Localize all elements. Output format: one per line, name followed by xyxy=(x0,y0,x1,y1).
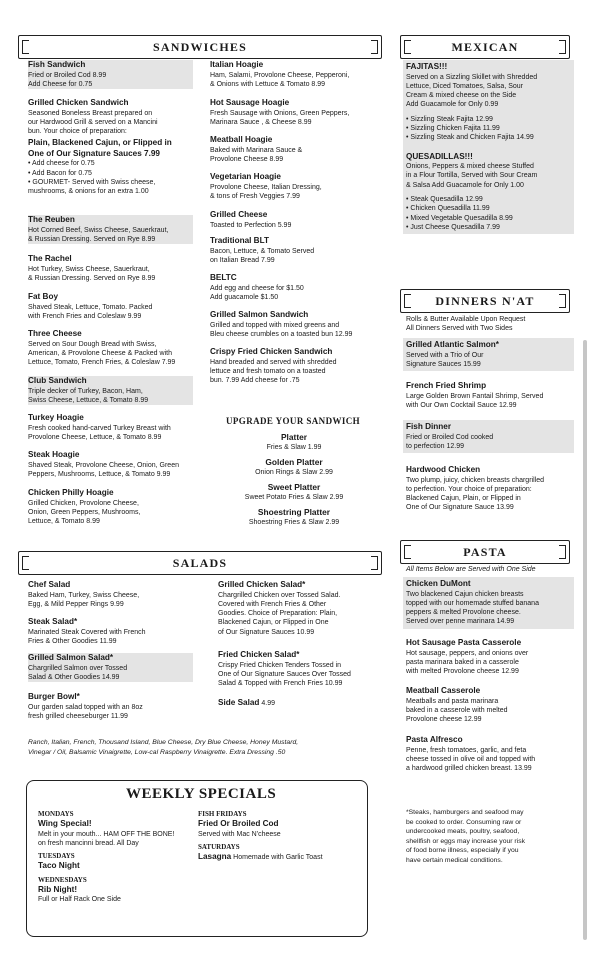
item-desc: Lettuce, Tomato, French Fries, & Coleslaw 7.99 xyxy=(28,359,176,367)
item-name: Grilled Cheese xyxy=(210,210,268,219)
item-option: • Steak Quesadilla 12.99 xyxy=(406,195,483,203)
item-desc: Served on Sour Dough Bread with Swiss, xyxy=(28,340,157,348)
upgrade-title: UPGRADE YOUR SANDWICH xyxy=(226,416,361,426)
item-name: Grilled Chicken Sandwich xyxy=(28,98,129,107)
upgrade-shoestring-platter xyxy=(222,507,366,527)
disclaimer-line: have certain medical conditions. xyxy=(406,856,503,864)
item-desc: fresh grilled cheeseburger 11.99 xyxy=(28,712,128,720)
item-desc: & Onions with Lettuce & Tomato 8.99 xyxy=(210,80,326,88)
item-name: Fish Dinner xyxy=(406,422,452,431)
day-label: FISH FRIDAYS xyxy=(198,810,247,818)
menu-item-traditional-blt xyxy=(210,236,375,265)
special-name: Wing Special! xyxy=(38,819,92,828)
menu-item-italian-hoagie xyxy=(210,60,375,89)
item-desc: Salad & Other Goodies 14.99 xyxy=(28,673,120,681)
upgrade-sweet-platter xyxy=(222,482,366,502)
item-desc: cheese tossed in olive oil and topped with xyxy=(406,755,536,763)
item-desc: Blackened Cajun, or Flipped in One xyxy=(218,619,329,627)
item-name: Traditional BLT xyxy=(210,236,269,245)
item-desc: Provolone cheese 12.99 xyxy=(406,716,482,724)
item-name: Three Cheese xyxy=(28,329,82,338)
item-desc: Meatballs and pasta marinara xyxy=(406,697,499,705)
item-name: Steak Hoagie xyxy=(28,450,80,459)
item-name: Pasta Alfresco xyxy=(406,735,463,744)
weekly-right-column xyxy=(198,810,358,862)
intro-line: All Dinners Served with Two Sides xyxy=(406,325,513,333)
item-desc: with melted Provolone cheese 12.99 xyxy=(406,668,519,676)
item-desc: a hardwood grilled chicken breast. 13.99 xyxy=(406,765,532,773)
item-desc: our Hardwood Grill & served on a Mancini xyxy=(28,118,158,126)
item-desc: Baked with Marinara Sauce & xyxy=(210,146,303,154)
item-desc: pasta marinara baked in a casserole xyxy=(406,658,519,666)
item-desc: Large Golden Brown Fantail Shrimp, Served xyxy=(406,392,544,400)
food-safety-disclaimer xyxy=(406,808,576,866)
dressing-line: Ranch, Italian, French, Thousand Island, Blue Cheese, Dry Blue Cheese, Honey Mustard, xyxy=(28,739,299,746)
item-desc: Toasted to Perfection 5.99 xyxy=(210,221,292,229)
menu-item-hot-sausage-hoagie xyxy=(210,98,375,127)
special-desc: Homemade with Garlic Toast xyxy=(233,853,323,861)
item-name: Chicken Philly Hoagie xyxy=(28,488,114,497)
item-desc: One of Our Signature Sauces Over Tossed xyxy=(218,670,351,678)
item-name: Grilled Salmon Sandwich xyxy=(210,310,309,319)
item-desc: Shaved Steak, Provolone Cheese, Onion, Green xyxy=(28,461,179,469)
item-name: Chicken DuMont xyxy=(406,579,471,588)
menu-item-steak-hoagie xyxy=(28,450,203,479)
item-name: Sweet Platter xyxy=(267,482,321,492)
day-label: TUESDAYS xyxy=(38,852,75,861)
item-desc: Two blackened Cajun chicken breasts xyxy=(406,590,524,598)
item-desc: Signature Sauces 15.99 xyxy=(406,360,481,368)
menu-item-grilled-cheese xyxy=(210,210,375,230)
item-price: 4.99 xyxy=(261,700,275,707)
item-desc: Penne, fresh tomatoes, garlic, and feta xyxy=(406,746,527,754)
item-desc: Add Cheese for 0.75 xyxy=(28,80,93,88)
item-name: Crispy Fried Chicken Sandwich xyxy=(210,347,333,356)
special-name: Fried Or Broiled Cod xyxy=(198,819,279,828)
special-desc: Melt in your mouth... HAM OFF THE BONE! xyxy=(38,830,175,838)
item-name: Plain, Blackened Cajun, or Flipped in xyxy=(28,138,172,148)
item-desc: Onions, Peppers & mixed cheese Stuffed xyxy=(406,163,534,171)
pasta-title: PASTA xyxy=(463,544,507,559)
menu-item-turkey-hoagie xyxy=(28,413,198,442)
item-desc: Peppers, Mushrooms, Lettuce, & Tomato 9.99 xyxy=(28,470,171,478)
item-desc: Marinara Sauce , & Cheese 8.99 xyxy=(210,118,312,126)
menu-item-beltc xyxy=(210,273,375,302)
item-desc: Cream & mixed cheese on the Side xyxy=(406,92,517,100)
day-label: SATURDAYS xyxy=(198,842,240,851)
item-name: Fried Chicken Salad* xyxy=(218,650,300,659)
item-desc: mushrooms, & onions for an extra 1.00 xyxy=(28,188,149,196)
menu-item-three-cheese xyxy=(28,329,203,367)
weekly-left-column xyxy=(38,810,188,904)
special-desc: Full or Half Rack One Side xyxy=(38,896,121,904)
item-name: Steak Salad* xyxy=(28,617,78,626)
item-desc: Bleu cheese crumbles on a toasted bun 12.99 xyxy=(210,330,353,338)
disclaimer-line: be cooked to order. Consuming raw or xyxy=(406,818,522,826)
item-option: • Sizzling Steak Fajita 12.99 xyxy=(406,115,493,123)
intro-line: Rolls & Butter Available Upon Request xyxy=(406,316,526,323)
item-desc: baked in a casserole with melted xyxy=(406,706,508,714)
item-name: Grilled Atlantic Salmon* xyxy=(406,340,499,349)
scrollbar[interactable] xyxy=(583,340,587,940)
item-desc: Fresh cooked hand-carved Turkey Breast with xyxy=(28,424,171,432)
dinners-title: DINNERS N'AT xyxy=(435,293,535,308)
item-desc: & Russian Dressing. Served on Rye 8.99 xyxy=(28,235,156,243)
item-desc: Hot Corned Beef, Swiss Cheese, Sauerkraut, xyxy=(28,226,169,234)
item-desc: Grilled Chicken, Provolone Cheese, xyxy=(28,499,139,507)
item-desc: & Salsa Add Guacamole for Only 1.00 xyxy=(406,181,524,189)
upgrade-golden-platter xyxy=(222,457,366,477)
item-name: Platter xyxy=(280,432,308,442)
salads-banner xyxy=(18,551,382,575)
item-desc: & tons of Fresh Veggies 7.99 xyxy=(210,192,300,200)
item-name: Golden Platter xyxy=(265,457,323,467)
item-option: • Sizzling Steak and Chicken Fajita 14.99 xyxy=(406,134,534,142)
salads-title: SALADS xyxy=(172,555,228,570)
dinners-intro xyxy=(406,315,571,334)
item-desc: Seasoned Boneless Breast prepared on xyxy=(28,109,153,117)
item-name: Club Sandwich xyxy=(28,376,87,385)
item-desc: Lettuce, Diced Tomatoes, Salsa, Sour xyxy=(406,82,523,90)
item-desc: Hot Turkey, Swiss Cheese, Sauerkraut, xyxy=(28,265,150,273)
weekly-specials-title: WEEKLY SPECIALS xyxy=(126,786,277,802)
day-label: MONDAYS xyxy=(38,810,74,818)
menu-item-burger-bowl xyxy=(28,692,198,721)
item-desc: Shaved Steak, Lettuce, Tomato. Packed xyxy=(28,303,153,311)
item-option: • Mixed Vegetable Quesadilla 8.99 xyxy=(406,214,513,222)
item-desc: on Italian Bread 7.99 xyxy=(210,256,275,264)
item-desc: Chargrilled Salmon over Tossed xyxy=(28,664,128,672)
item-desc: Ham, Salami, Provolone Cheese, Pepperoni, xyxy=(210,71,350,79)
menu-item-grilled-atlantic-salmon xyxy=(403,338,574,371)
menu-item-side-salad xyxy=(218,698,388,709)
item-desc: American, & Provolone Cheese & Packed with xyxy=(28,349,172,357)
menu-item-hardwood-chicken xyxy=(406,465,576,513)
mexican-title: MEXICAN xyxy=(451,39,519,54)
item-name: QUESADILLAS!!! xyxy=(406,151,473,161)
disclaimer-line: *Steaks, hamburgers and seafood may xyxy=(406,809,524,816)
item-name: Meatball Casserole xyxy=(406,686,481,695)
item-name: Hardwood Chicken xyxy=(406,465,481,474)
item-name: Grilled Salmon Salad* xyxy=(28,653,114,662)
item-desc: Our garden salad topped with an 8oz xyxy=(28,703,143,711)
item-desc: Bacon, Lettuce, & Tomato Served xyxy=(210,247,315,255)
item-desc: to perfection 12.99 xyxy=(406,442,464,450)
menu-item-steak-salad xyxy=(28,617,198,646)
menu-item-crispy-fried-chicken-sandwich xyxy=(210,347,380,385)
menu-item-vegetarian-hoagie xyxy=(210,172,375,201)
item-name: Meatball Hoagie xyxy=(210,135,273,144)
item-desc: • Add Bacon for 0.75 xyxy=(28,169,92,177)
item-desc: Add guacamole $1.50 xyxy=(210,293,279,301)
item-desc: with French Fries and Coleslaw 9.99 xyxy=(28,312,142,320)
item-name: BELTC xyxy=(210,273,237,282)
dinners-banner xyxy=(400,289,570,313)
pasta-subtitle: All Items Below are Served with One Side xyxy=(406,566,536,573)
pasta-banner xyxy=(400,540,570,564)
item-desc: in a Flour Tortilla, Served with Sour Cream xyxy=(406,172,538,180)
item-name: Hot Sausage Pasta Casserole xyxy=(406,638,522,647)
menu-item-fish-sandwich xyxy=(28,60,193,89)
item-name: Fat Boy xyxy=(28,292,59,301)
menu-item-meatball-casserole xyxy=(406,686,571,724)
item-desc: Hot sausage, peppers, and onions over xyxy=(406,649,529,657)
item-desc: lettuce and fresh tomato on a toasted xyxy=(210,367,326,375)
item-name: Burger Bowl* xyxy=(28,692,80,701)
item-desc: Two plump, juicy, chicken breasts chargrilled xyxy=(406,476,544,484)
item-desc: to perfection. Your choice of preparation: xyxy=(406,485,532,493)
item-desc: peppers & melted Provolone cheese. xyxy=(406,609,521,617)
menu-item-chicken-philly xyxy=(28,488,193,526)
item-desc: Egg, & Mild Pepper Rings 9.99 xyxy=(28,600,124,608)
sandwiches-title: SANDWICHES xyxy=(152,39,248,54)
item-desc: Lettuce, & Tomato 8.99 xyxy=(28,518,100,526)
item-desc: Fried or Broiled Cod 8.99 xyxy=(28,71,107,79)
item-option: • Chicken Quesadilla 11.99 xyxy=(406,205,490,213)
item-desc: Marinated Steak Covered with French xyxy=(28,628,146,636)
menu-item-fajitas xyxy=(403,60,574,234)
item-desc: Provolone Cheese 8.99 xyxy=(210,155,284,163)
item-desc: Goodies. Choice of Preparation: Plain, xyxy=(218,610,338,618)
item-name: The Reuben xyxy=(28,215,75,224)
menu-item-grilled-salmon-salad xyxy=(28,653,193,682)
item-name: Turkey Hoagie xyxy=(28,413,84,422)
item-desc: Sweet Potato Fries & Slaw 2.99 xyxy=(244,493,344,501)
menu-item-club-sandwich xyxy=(28,376,193,405)
special-name: Rib Night! xyxy=(38,884,78,894)
item-desc: • GOURMET- Served with Swiss cheese, xyxy=(28,178,156,186)
item-name: Vegetarian Hoagie xyxy=(210,172,281,181)
menu-item-grilled-chicken-sandwich xyxy=(28,98,198,197)
item-option: • Sizzling Chicken Fajita 11.99 xyxy=(406,124,500,132)
item-desc: Provolone Cheese, Italian Dressing, xyxy=(210,183,322,191)
special-desc: Served with Mac N'cheese xyxy=(198,830,281,838)
item-name: Italian Hoagie xyxy=(210,60,264,69)
menu-item-french-fried-shrimp xyxy=(406,381,576,410)
item-desc: Triple decker of Turkey, Bacon, Ham, xyxy=(28,387,143,395)
upgrade-platter xyxy=(222,432,366,452)
item-desc: Fried or Broiled Cod cooked xyxy=(406,433,494,441)
menu-item-reuben xyxy=(28,215,193,244)
item-option: • Just Cheese Quesadilla 7.99 xyxy=(406,223,500,231)
menu-item-chef-salad xyxy=(28,580,198,609)
item-name: Chef Salad xyxy=(28,580,71,589)
item-name: One of Our Signature Sauces 7.99 xyxy=(28,148,160,158)
item-desc: Crispy Fried Chicken Tenders Tossed in xyxy=(218,661,342,669)
item-desc: with Our Own Cocktail Sauce 12.99 xyxy=(406,401,517,409)
menu-item-fat-boy xyxy=(28,292,193,321)
menu-item-grilled-chicken-salad xyxy=(218,580,388,637)
menu-item-pasta-alfresco xyxy=(406,735,576,773)
disclaimer-line: shellfish or eggs may increase your risk xyxy=(406,837,525,845)
item-name: FAJITAS!!! xyxy=(406,62,448,71)
menu-item-hot-sausage-pasta xyxy=(406,638,571,676)
item-desc: bun. Your choice of preparation: xyxy=(28,128,127,136)
item-desc: Fresh Sausage with Onions, Green Peppers, xyxy=(210,109,350,117)
item-name: Shoestring Platter xyxy=(257,507,331,517)
menu-item-chicken-dumont xyxy=(403,577,574,629)
special-name: Lasagna xyxy=(198,851,232,861)
item-desc: One of Our Signature Sauce 13.99 xyxy=(406,504,514,512)
sandwiches-banner xyxy=(18,35,382,59)
item-name: The Rachel xyxy=(28,254,72,263)
item-desc: Onion, Green Peppers, Mushrooms, xyxy=(28,508,141,516)
item-desc: Chargrilled Chicken over Tossed Salad. xyxy=(218,591,341,599)
mexican-banner xyxy=(400,35,570,59)
item-desc: Hand breaded and served with shredded xyxy=(210,358,337,366)
item-desc: Fries & Other Goodies 11.99 xyxy=(28,637,117,645)
item-desc: of Our Signature Sauces 10.99 xyxy=(218,628,315,636)
item-desc: Fries & Slaw 1.99 xyxy=(266,443,322,451)
menu-item-rachel xyxy=(28,254,193,283)
item-name: Side Salad xyxy=(218,698,260,707)
item-desc: Add egg and cheese for $1.50 xyxy=(210,284,304,292)
special-desc: on fresh mancinni bread. All Day xyxy=(38,839,139,847)
item-desc: Grilled and topped with mixed greens and xyxy=(210,321,340,329)
item-desc: Add Guacamole for Only 0.99 xyxy=(406,101,499,109)
menu-item-fried-chicken-salad xyxy=(218,650,388,688)
item-desc: Baked Ham, Turkey, Swiss Cheese, xyxy=(28,591,140,599)
disclaimer-line: of food borne illness, especially if you xyxy=(406,847,519,855)
item-desc: • Add cheese for 0.75 xyxy=(28,160,95,168)
dressing-line: Vinegar / Oil, Balsamic Vinaigrette, Low-cal Raspberry Vinaigrette. Extra Dressing .50 xyxy=(28,748,286,756)
item-desc: Blackened Cajun, Plain, or Flipped in xyxy=(406,495,521,503)
item-desc: Shoestring Fries & Slaw 2.99 xyxy=(248,518,340,526)
menu-item-grilled-salmon-sandwich xyxy=(210,310,380,339)
item-desc: Swiss Cheese, Lettuce, & Tomato 8.99 xyxy=(28,396,149,404)
item-desc: Served on a Sizzling Skillet with Shredded xyxy=(406,73,538,81)
item-desc: Salad & Topped with French Fries 10.99 xyxy=(218,680,343,688)
special-name: Taco Night xyxy=(38,861,80,871)
item-name: Grilled Chicken Salad* xyxy=(218,580,306,589)
menu-item-meatball-hoagie xyxy=(210,135,375,164)
menu-item-fish-dinner xyxy=(403,420,574,453)
dressing-list xyxy=(28,738,388,757)
item-desc: bun. 7.99 Add cheese for .75 xyxy=(210,377,300,385)
disclaimer-line: undercooked meats, poultry, seafood, xyxy=(406,828,520,836)
item-desc: & Russian Dressing. Served on Rye 8.99 xyxy=(28,274,156,282)
item-desc: Provolone Cheese, Lettuce, & Tomato 8.99 xyxy=(28,433,162,441)
day-label: WEDNESDAYS xyxy=(38,875,87,884)
item-desc: Onion Rings & Slaw 2.99 xyxy=(255,468,333,476)
item-name: French Fried Shrimp xyxy=(406,381,487,390)
item-desc: topped with our homemade stuffed banana xyxy=(406,599,539,607)
item-name: Fish Sandwich xyxy=(28,60,86,69)
item-desc: Served with a Trio of Our xyxy=(406,351,484,359)
item-name: Hot Sausage Hoagie xyxy=(210,98,290,107)
item-desc: Covered with French Fries & Other xyxy=(218,600,327,608)
item-desc: Served over penne marinara 14.99 xyxy=(406,618,515,626)
